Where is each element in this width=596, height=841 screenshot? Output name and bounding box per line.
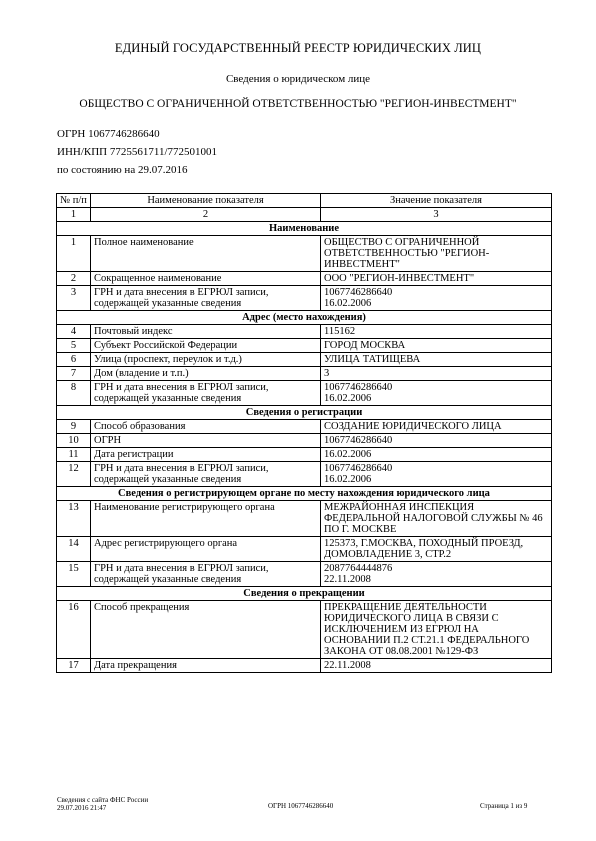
row-value: МЕЖРАЙОННАЯ ИНСПЕКЦИЯ ФЕДЕРАЛЬНОЙ НАЛОГОВОЙ СЛУЖБЫ № 46 ПО Г. МОСКВЕ [321,501,552,537]
inn-kpp-line: ИНН/КПП 7725561711/772501001 [57,146,218,158]
row-number: 9 [57,420,91,434]
row-number: 14 [57,537,91,562]
row-value: 1067746286640 16.02.2006 [321,462,552,487]
row-number: 10 [57,434,91,448]
row-number: 1 [57,236,91,272]
row-number: 2 [57,272,91,286]
table-row [57,462,552,487]
row-label: Сокращенное наименование [91,272,321,286]
row-label: Наименование регистрирующего органа [91,501,321,537]
table-row [57,286,552,311]
row-value: 16.02.2006 [321,448,552,462]
table-header-row [57,194,552,208]
section-header-row [57,222,552,236]
company-name-heading: ОБЩЕСТВО С ОГРАНИЧЕННОЙ ОТВЕТСТВЕННОСТЬЮ "РЕГИОН-ИНВЕСТМЕНТ" [79,98,517,110]
row-value: 22.11.2008 [321,659,552,673]
row-number: 5 [57,339,91,353]
table-row [57,537,552,562]
row-value: ПРЕКРАЩЕНИЕ ДЕЯТЕЛЬНОСТИ ЮРИДИЧЕСКОГО ЛИЦА В СВЯЗИ С ИСКЛЮЧЕНИЕМ ИЗ ЕГРЮЛ НА ОСНОВАНИИ П.2 СТ.21.1 ФЕДЕРАЛЬНОГО ЗАКОНА ОТ 08.08.2001 №129-ФЗ [321,601,552,659]
row-label: ГРН и дата внесения в ЕГРЮЛ записи, содержащей указанные сведения [91,381,321,406]
column-number: 2 [91,208,321,222]
row-label: Почтовый индекс [91,325,321,339]
row-number: 3 [57,286,91,311]
section-header-row [57,311,552,325]
row-value: ГОРОД МОСКВА [321,339,552,353]
table-row [57,367,552,381]
row-label: Дом (владение и т.п.) [91,367,321,381]
row-label: ГРН и дата внесения в ЕГРЮЛ записи, содержащей указанные сведения [91,562,321,587]
footer-source [57,796,148,812]
table-row [57,272,552,286]
row-label: Полное наименование [91,236,321,272]
section-title: Сведения о регистрирующем органе по месту нахождения юридического лица [57,487,552,501]
row-number: 12 [57,462,91,487]
table-row [57,562,552,587]
section-title: Наименование [57,222,552,236]
row-label: Способ образования [91,420,321,434]
ogrn-line: ОГРН 1067746286640 [57,128,160,140]
row-number: 7 [57,367,91,381]
footer-source-line: Сведения с сайта ФНС России [57,796,149,804]
row-number: 6 [57,353,91,367]
row-label: Способ прекращения [91,601,321,659]
section-title: Сведения о прекращении [57,587,552,601]
row-label: ГРН и дата внесения в ЕГРЮЛ записи, содержащей указанные сведения [91,462,321,487]
table-row [57,434,552,448]
row-number: 13 [57,501,91,537]
registry-title: ЕДИНЫЙ ГОСУДАРСТВЕННЫЙ РЕЕСТР ЮРИДИЧЕСКИХ ЛИЦ [114,41,482,55]
table-row [57,325,552,339]
row-value: УЛИЦА ТАТИЩЕВА [321,353,552,367]
row-label: ГРН и дата внесения в ЕГРЮЛ записи, содержащей указанные сведения [91,286,321,311]
section-header-row [57,587,552,601]
section-header-row [57,406,552,420]
column-number: 3 [321,208,552,222]
section-header-row [57,487,552,501]
table-row [57,501,552,537]
column-header-value: Значение показателя [321,194,552,208]
table-row [57,339,552,353]
row-label: Субъект Российской Федерации [91,339,321,353]
footer-ogrn: ОГРН 1067746286640 [268,802,334,810]
table-row [57,659,552,673]
table-row [57,381,552,406]
registry-table [56,193,552,673]
row-value: 3 [321,367,552,381]
column-number-row [57,208,552,222]
footer-page-number: Страница 1 из 9 [480,802,528,810]
section-title: Адрес (место нахождения) [57,311,552,325]
table-row [57,601,552,659]
column-header-num: № п/п [57,194,91,208]
row-label: Дата регистрации [91,448,321,462]
table-row [57,448,552,462]
row-label: ОГРН [91,434,321,448]
row-number: 8 [57,381,91,406]
row-number: 17 [57,659,91,673]
row-value: ОБЩЕСТВО С ОГРАНИЧЕННОЙ ОТВЕТСТВЕННОСТЬЮ "РЕГИОН-ИНВЕСТМЕНТ" [321,236,552,272]
row-number: 4 [57,325,91,339]
row-label: Адрес регистрирующего органа [91,537,321,562]
table-row [57,353,552,367]
row-number: 11 [57,448,91,462]
row-value: 1067746286640 [321,434,552,448]
row-value: 115162 [321,325,552,339]
table-row [57,236,552,272]
row-label: Улица (проспект, переулок и т.д.) [91,353,321,367]
row-value: 2087764444876 22.11.2008 [321,562,552,587]
section-title: Сведения о регистрации [57,406,552,420]
row-number: 15 [57,562,91,587]
row-label: Дата прекращения [91,659,321,673]
document-subtitle: Сведения о юридическом лице [225,73,371,85]
row-value: СОЗДАНИЕ ЮРИДИЧЕСКОГО ЛИЦА [321,420,552,434]
row-value: 1067746286640 16.02.2006 [321,381,552,406]
table-row [57,420,552,434]
row-value: ООО "РЕГИОН-ИНВЕСТМЕНТ" [321,272,552,286]
column-header-label: Наименование показателя [91,194,321,208]
row-value: 125373, Г.МОСКВА, ПОХОДНЫЙ ПРОЕЗД, ДОМОВЛАДЕНИЕ 3, СТР.2 [321,537,552,562]
footer-timestamp: 29.07.2016 21:47 [57,804,107,812]
row-number: 16 [57,601,91,659]
row-value: 1067746286640 16.02.2006 [321,286,552,311]
state-date-line: по состоянию на 29.07.2016 [57,164,188,176]
column-number: 1 [57,208,91,222]
